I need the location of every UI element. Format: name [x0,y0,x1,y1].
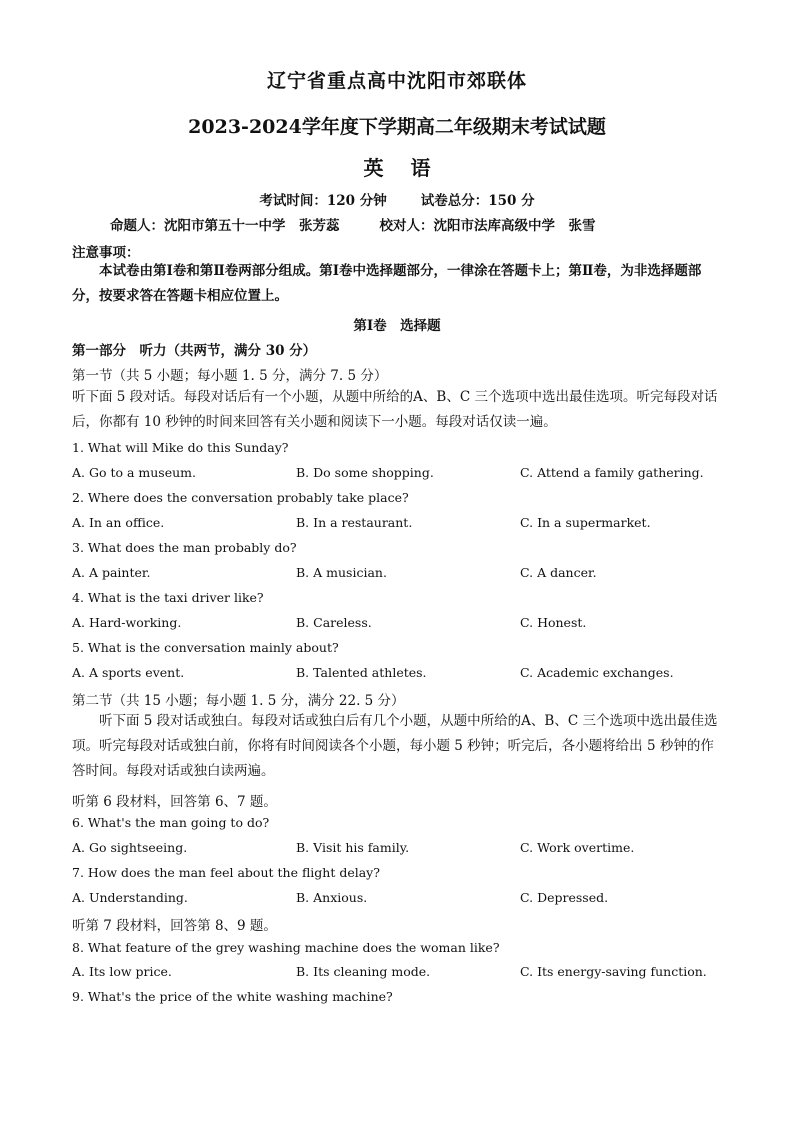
question-3: 3. What does the man probably do? [72,540,297,555]
exam-title-term: 2023-2024学年度下学期高二年级期末考试试题 [188,116,606,138]
exam-subject: 英 语 [363,156,431,180]
question-7: 7. How does the man feel about the flight delay? [72,865,380,880]
section-2-title: 第二节（共 15 小题；每小题 1. 5 分，满分 22. 5 分） [72,693,405,709]
q1-option-b: B. Do some shopping. [296,465,434,480]
q1-option-a: A. Go to a museum. [72,465,196,480]
q6-option-a: A. Go sightseeing. [72,840,188,855]
total-score: 试卷总分：150 分 [420,193,535,209]
material-7-instruction: 听第 7 段材料，回答第 8、9 题。 [72,918,277,934]
q3-option-a: A. A painter. [72,565,151,580]
section-1-instructions: 听下面 5 段对话。每段对话后有一个小题，从题中所给的A、B、C 三个选项中选出最佳选项。听完每段对话后，你都有 10 秒钟的时间来回答有关小题和阅读下一小题。每段对话仅读一遍。 [72,389,718,430]
part-1-title: 第一部分 听力（共两节，满分 30 分） [72,343,317,359]
q8-option-a: A. Its low price. [72,964,172,979]
q3-option-b: B. A musician. [296,565,387,580]
question-4: 4. What is the taxi driver like? [72,590,264,605]
q7-option-a: A. Understanding. [72,890,188,905]
q5-option-a: A. A sports event. [72,665,185,680]
question-8: 8. What feature of the grey washing machine does the woman like? [72,940,500,955]
material-6-instruction: 听第 6 段材料，回答第 6、7 题。 [72,794,277,810]
section-1-title: 第一节（共 5 小题；每小题 1. 5 分，满分 7. 5 分） [72,368,388,384]
question-5: 5. What is the conversation mainly about? [72,640,339,655]
question-2: 2. Where does the conversation probably take place? [72,490,409,505]
q8-option-b: B. Its cleaning mode. [296,964,431,979]
notes-heading: 注意事项： [72,245,140,261]
proof-checker: 校对人：沈阳市法库高级中学 张雪 [379,218,596,234]
question-9: 9. What's the price of the white washing machine? [72,989,393,1004]
q2-option-a: A. In an office. [72,515,165,530]
exam-time: 考试时间：120 分钟 [259,193,387,209]
q7-option-c: C. Depressed. [520,890,609,905]
q4-option-c: C. Honest. [520,615,587,630]
exam-title-region: 辽宁省重点高中沈阳市郊联体 [266,70,527,92]
question-1: 1. What will Mike do this Sunday? [72,440,289,455]
question-setter: 命题人：沈阳市第五十一中学 张芳蕊 [110,218,340,234]
q6-option-b: B. Visit his family. [296,840,410,855]
notes-body: 本试卷由第Ⅰ卷和第Ⅱ卷两部分组成。第Ⅰ卷中选择题部分，一律涂在答题卡上；第Ⅱ卷，为非选择题部分，按要求答在答题卡相应位置上。 [72,263,702,304]
q2-option-b: B. In a restaurant. [296,515,413,530]
q6-option-c: C. Work overtime. [520,840,635,855]
q5-option-c: C. Academic exchanges. [520,665,674,680]
q7-option-b: B. Anxious. [296,890,368,905]
section-2-instructions: 听下面 5 段对话或独白。每段对话或独白后有几个小题，从题中所给的A、B、C 三个选项中选出最佳选项。听完每段对话或独白前，你将有时间阅读各个小题，每小题 5 秒钟；听完后，各小题将给出 5 秒钟的作答时间。每段对话或独白读两遍。 [72,713,718,779]
question-6: 6. What's the man going to do? [72,815,270,830]
q1-option-c: C. Attend a family gathering. [520,465,704,480]
q4-option-b: B. Careless. [296,615,372,630]
exam-info-time-score [0,189,794,209]
q3-option-c: C. A dancer. [520,565,597,580]
q4-option-a: A. Hard-working. [72,615,182,630]
volume-1-title: 第Ⅰ卷 选择题 [353,318,441,334]
q2-option-c: C. In a supermarket. [520,515,651,530]
q8-option-c: C. Its energy-saving function. [520,964,707,979]
q5-option-b: B. Talented athletes. [296,665,427,680]
exam-info-authors [110,214,596,234]
